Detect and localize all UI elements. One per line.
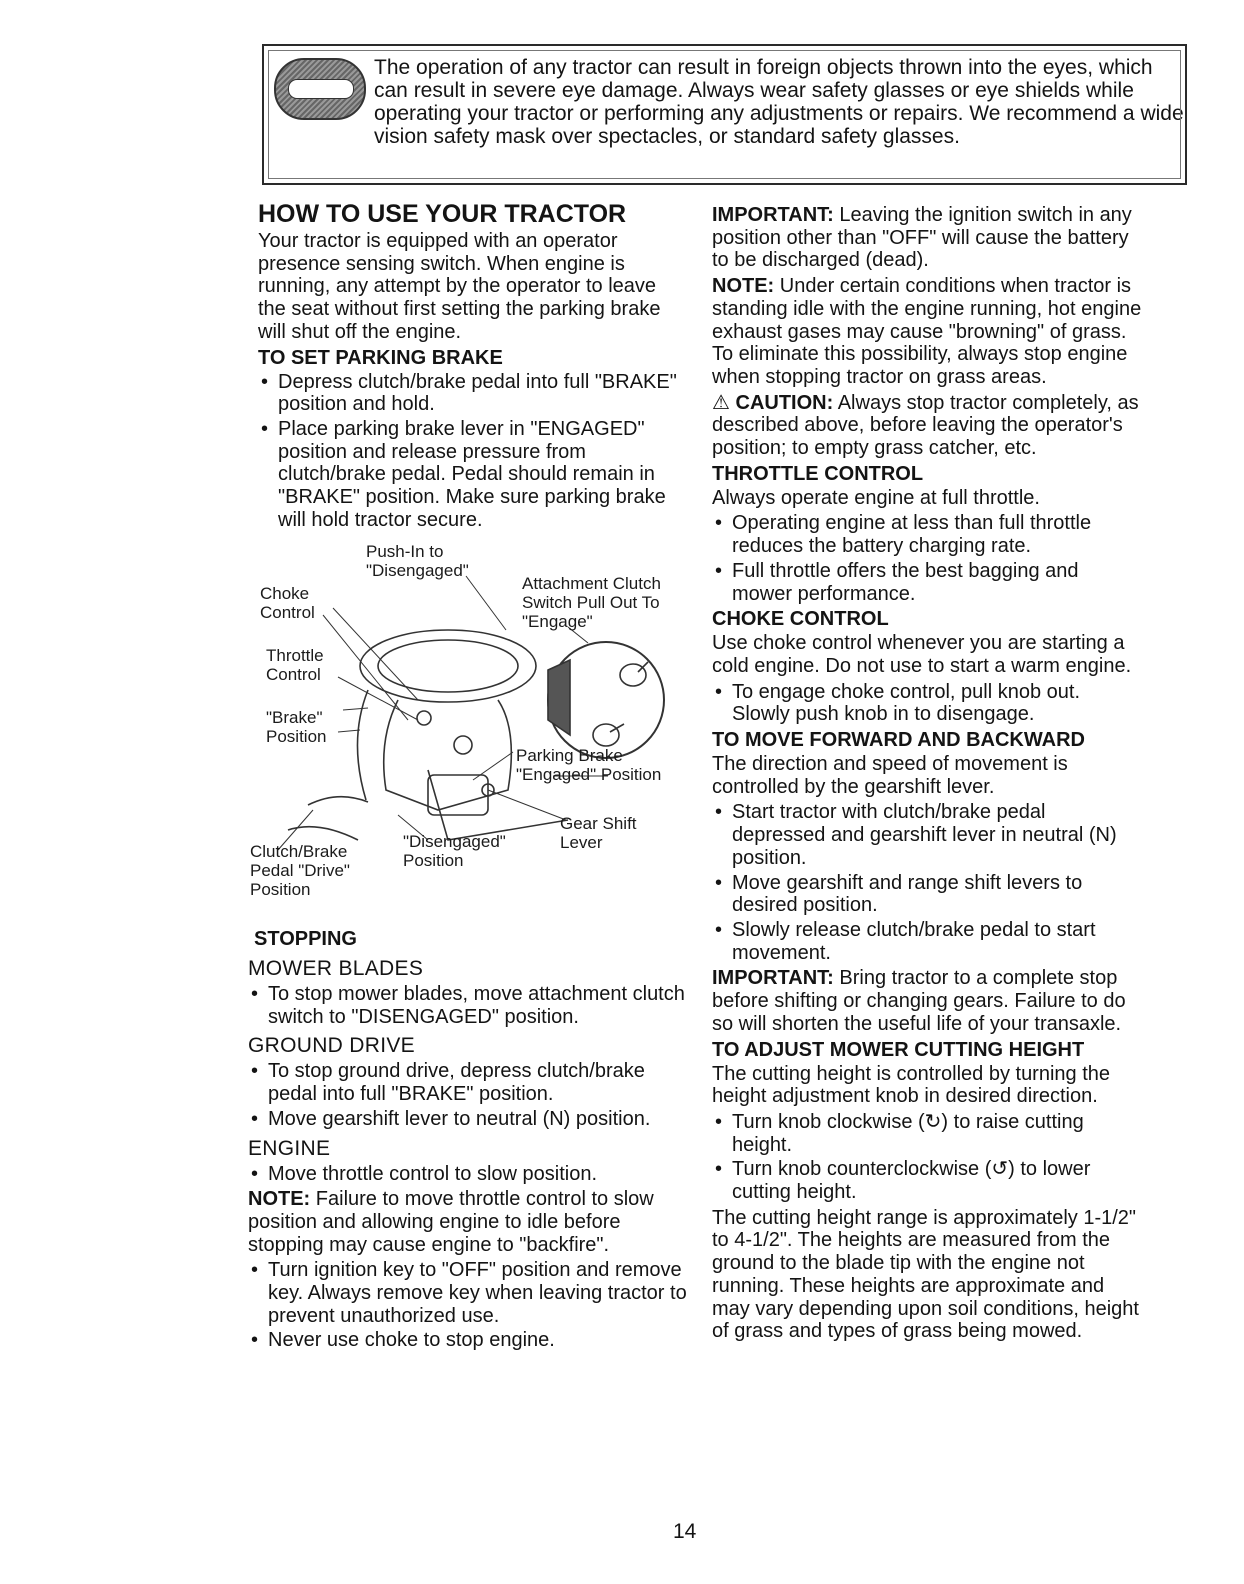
engine-heading: ENGINE <box>248 1136 331 1160</box>
list-item: • Move throttle control to slow position. <box>248 1163 688 1186</box>
browning-note <box>712 275 1142 389</box>
cutting-height-list <box>712 1111 1142 1204</box>
warning-triangle-icon: ⚠ <box>712 391 730 414</box>
left-column-lower <box>248 926 688 1355</box>
list-item: • To stop mower blades, move attachment clutch switch to "DISENGAGED" position. <box>248 983 688 1028</box>
right-column <box>712 204 1142 1346</box>
list-item: • Operating engine at less than full throttle reduces the battery charging rate. <box>712 512 1142 557</box>
list-item: • Move gearshift lever to neutral (N) position. <box>248 1108 688 1131</box>
engine-list <box>248 1163 688 1186</box>
throttle-list <box>712 512 1142 605</box>
engine-note <box>248 1188 688 1256</box>
left-column <box>258 200 688 534</box>
cutting-range-text: The cutting height range is approximately 1-1/2" to 4-1/2". The heights are measured from the ground to the blade tip with the engine not running. These heights are approximate and may vary depending upon soil conditions, height of grass and types of grass being mowed. <box>712 1206 1139 1343</box>
final-list <box>248 1259 688 1352</box>
tractor-controls-diagram <box>248 540 698 900</box>
note-text: Failure to move throttle control to slow position and allowing engine to idle before stopping may cause engine to "backfire". <box>248 1188 654 1256</box>
stopping-heading: STOPPING <box>254 928 357 950</box>
cutting-height-text: The cutting height is controlled by turning the height adjustment knob in desired direction. <box>712 1062 1111 1108</box>
important-text: Leaving the ignition switch in any position other than "OFF" will cause the battery to be discharged (dead). <box>712 204 1132 272</box>
parking-brake-heading: TO SET PARKING BRAKE <box>258 346 503 369</box>
important-gears <box>712 967 1142 1035</box>
list-item: • To engage choke control, pull knob out. Slowly push knob in to disengage. <box>712 681 1142 726</box>
throttle-text: Always operate engine at full throttle. <box>712 486 1040 509</box>
list-item: • Move gearshift and range shift levers to desired position. <box>712 872 1142 917</box>
throttle-heading: THROTTLE CONTROL <box>712 462 924 485</box>
list-item: • To stop ground drive, depress clutch/brake pedal into full "BRAKE" position. <box>248 1060 688 1105</box>
disengaged-position-label: "Disengaged" Position <box>403 832 506 870</box>
ground-drive-heading: GROUND DRIVE <box>248 1034 415 1058</box>
intro-text: Your tractor is equipped with an operator presence sensing switch. When engine is running, any attempt by the operator to leave the seat without first setting the parking brake will shut off the engine. <box>258 230 661 343</box>
list-item: • Slowly release clutch/brake pedal to start movement. <box>712 919 1142 964</box>
list-item: • Full throttle offers the best bagging and mower performance. <box>712 560 1142 605</box>
important-ignition <box>712 204 1142 272</box>
safety-warning-box <box>262 44 1187 185</box>
safety-warning-text: The operation of any tractor can result in foreign objects thrown into the eyes, which can result in severe eye damage. Always wear safety glasses or eye shields while operating your tractor or performing any adjustments or repairs. We recommend a wide vision safety mask over spectacles, or standard safety glasses. <box>374 56 1184 148</box>
caution-text <box>712 392 1142 460</box>
note-label: NOTE: <box>712 275 775 298</box>
move-list <box>712 801 1142 964</box>
important-label: IMPORTANT: <box>712 967 834 990</box>
list-item: • Start tractor with clutch/brake pedal depressed and gearshift lever in neutral (N) position. <box>712 801 1142 869</box>
choke-heading: CHOKE CONTROL <box>712 608 889 631</box>
parking-brake-list <box>258 371 688 532</box>
caution-body: Always stop tractor completely, as described above, before leaving the operator's position; to empty grass catcher, etc. <box>712 391 1139 460</box>
move-text: The direction and speed of movement is controlled by the gearshift lever. <box>712 753 1068 798</box>
cutting-height-heading: TO ADJUST MOWER CUTTING HEIGHT <box>712 1038 1085 1061</box>
clutch-brake-pedal-label: Clutch/Brake Pedal "Drive" Position <box>250 842 350 899</box>
ground-drive-list <box>248 1060 688 1130</box>
push-in-label: Push-In to "Disengaged" <box>366 542 469 580</box>
brake-position-label: "Brake" Position <box>266 708 327 746</box>
important-text: Bring tractor to a complete stop before shifting or changing gears. Failure to do so will shorten the useful life of your transaxle. <box>712 967 1126 1035</box>
parking-brake-label: Parking Brake "Engaged" Position <box>516 746 662 784</box>
note-text: Under certain conditions when tractor is standing idle with the engine running, hot engine exhaust gases may cause "browning" of grass. To eliminate this possibility, always stop engine when stopping tractor on grass areas. <box>712 275 1142 388</box>
list-item: • Turn knob clockwise (↻) to raise cutting height. <box>712 1111 1142 1156</box>
list-item: • Never use choke to stop engine. <box>248 1329 688 1352</box>
list-item: • Place parking brake lever in "ENGAGED" position and release pressure from clutch/brake pedal. Pedal should remain in "BRAKE" position. Make sure parking brake will hold tractor secure. <box>258 418 688 532</box>
list-item: • Turn knob counterclockwise (↺) to lower cutting height. <box>712 1158 1142 1203</box>
mower-blades-list <box>248 983 688 1028</box>
mower-blades-heading: MOWER BLADES <box>248 957 424 980</box>
gear-shift-label: Gear Shift Lever <box>560 814 637 852</box>
caution-label: CAUTION: <box>735 391 834 414</box>
list-item: • Depress clutch/brake pedal into full "BRAKE" position and hold. <box>258 371 688 416</box>
list-item: • Turn ignition key to "OFF" position and remove key. Always remove key when leaving tractor to prevent unauthorized use. <box>248 1259 688 1327</box>
move-heading: TO MOVE FORWARD AND BACKWARD <box>712 729 1085 752</box>
choke-text: Use choke control whenever you are starting a cold engine. Do not use to start a warm engine. <box>712 632 1132 677</box>
note-label: NOTE: <box>248 1188 311 1211</box>
important-label: IMPORTANT: <box>712 204 834 226</box>
throttle-control-label: Throttle Control <box>266 646 324 684</box>
safety-glasses-badge-icon <box>274 58 366 120</box>
choke-control-label: Choke Control <box>260 584 315 622</box>
choke-list <box>712 681 1142 726</box>
page-number: 14 <box>673 1520 697 1543</box>
page-title: HOW TO USE YOUR TRACTOR <box>258 200 627 228</box>
attachment-clutch-label: Attachment Clutch Switch Pull Out To "Engage" <box>522 574 661 631</box>
